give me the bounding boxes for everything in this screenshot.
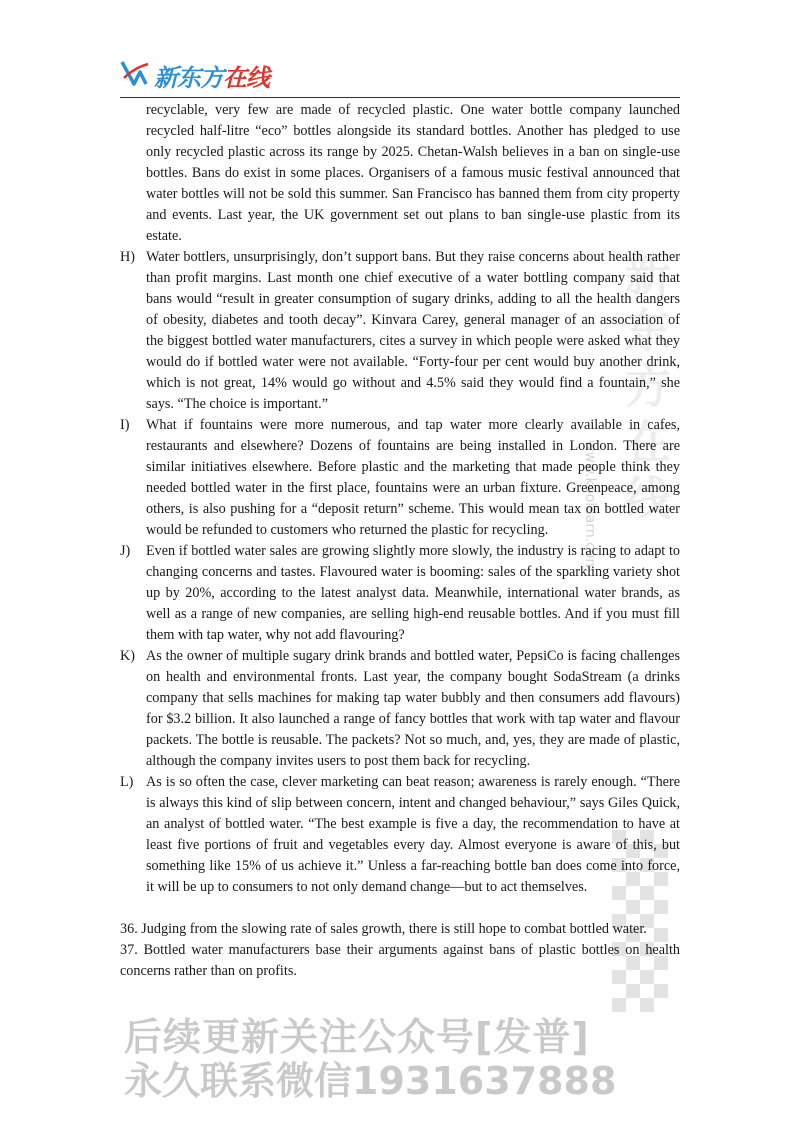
paragraph-text: Even if bottled water sales are growing slightly more slowly, the industry is racing to adapt to changing concerns and tastes. Flavoured water is booming: sales of the sparkling variety shot up by 20%, according to the latest analyst data. Meanwhile, international water brands, as well as a range of new companies, are selling high-end reusable bottles. And if you must fill them with tap water, why not add flavouring? [146, 543, 680, 643]
continued-paragraph-g: recyclable, very few are made of recycled plastic. One water bottle company launched recycled half-litre “eco” bottles alongside its standard bottles. Another has pledged to use only recycled plastic across its range by 2025. Chetan-Walsh believes in a ban on single-use bottles. Bans do exist in some places. Organisers of a famous music festival announced that water bottles will not be sold this summer. San Francisco has banned them from city property and events. Last year, the UK government set out plans to ban single-use plastic from its estate. [146, 102, 680, 244]
brand-logo-text [154, 58, 269, 93]
paragraph-h [120, 247, 680, 415]
question-list [120, 919, 680, 982]
paragraph-label: J) [120, 543, 131, 559]
bottom-watermark-line-1: 后续更新关注公众号[发普] [124, 1015, 590, 1059]
vertical-watermark: 新东方在线 [618, 250, 672, 530]
paragraph-text: As the owner of multiple sugary drink brands and bottled water, PepsiCo is facing challenges on health and environmental fronts. Last year, the company bought SodaStream (a drinks company that sells machines for making tap water bubbly and then consumers add flavours) for $3.2 billion. It also launched a range of fancy bottles that work with tap water and flavour packets. The bottle is reusable. The packets? Not so much, and, yes, they are made of plastic, although the company invites users to post them back for recycling. [146, 648, 680, 769]
brand-name-accent: 在线 [223, 64, 269, 92]
paragraph-label: K) [120, 648, 135, 664]
paragraph-label: L) [120, 774, 134, 790]
paragraph-label: H) [120, 249, 135, 265]
paragraph-text: Water bottlers, unsurprisingly, don’t support bans. But they raise concerns about health rather than profit margins. Last month one chief executive of a water bottling company said that bans would “result in greater consumption of sugary drinks, adding to all the health dangers of obesity, diabetes and tooth decay”. Kinvara Carey, general manager of an association of the biggest bottled water manufacturers, cites a survey in which people were asked what they would do if bottled water were not available. “Forty-four per cent would buy another drink, which is not great, 14% would go without and 4.5% said they would find a fountain,” she says. “The choice is important.” [146, 249, 680, 412]
paragraph-j [120, 541, 680, 646]
paragraph-text: As is so often the case, clever marketing can beat reason; awareness is rarely enough. “There is always this kind of slip between concern, intent and changed behaviour,” says Giles Quick, an analyst of bottled water. “The best example is five a day, the recommendation to have at least five portions of fruit and vegetables every day. Almost everyone is aware of this, but something like 15% of us achieve it.” Unless a far-reaching bottle ban does come into force, it will be up to consumers to not only demand change—but to act themselves. [146, 774, 680, 895]
article-body [120, 100, 680, 982]
bottom-watermark-line-2: 永久联系微信1931637888 [124, 1059, 617, 1103]
question-37: 37. Bottled water manufacturers base their arguments against bans of plastic bottles on health concerns rather than on profits. [120, 942, 680, 979]
paragraph-k [120, 646, 680, 772]
header-divider [120, 97, 680, 98]
url-watermark: www.koolearn.com [582, 440, 598, 573]
paragraph-l [120, 772, 680, 898]
question-36: 36. Judging from the slowing rate of sales growth, there is still hope to combat bottled water. [120, 921, 647, 937]
paragraph-text: What if fountains were more numerous, and tap water more clearly available in cafes, restaurants and elsewhere? Dozens of fountains are being installed in London. There are similar initiatives elsewhere. Before plastic and the marketing that made people think they needed bottled water in the first place, fountains were an urban fixture. Greenpeace, among others, is also pushing for a “deposit return” scheme. This would mean tax on bottled water would be refunded to customers who returned the plastic for recycling. [146, 417, 680, 538]
paragraph-label: I) [120, 417, 130, 433]
page-header [120, 56, 680, 98]
koolearn-logo-icon [120, 58, 150, 88]
brand-name: 新东方 [154, 64, 223, 92]
paragraph-i [120, 415, 680, 541]
